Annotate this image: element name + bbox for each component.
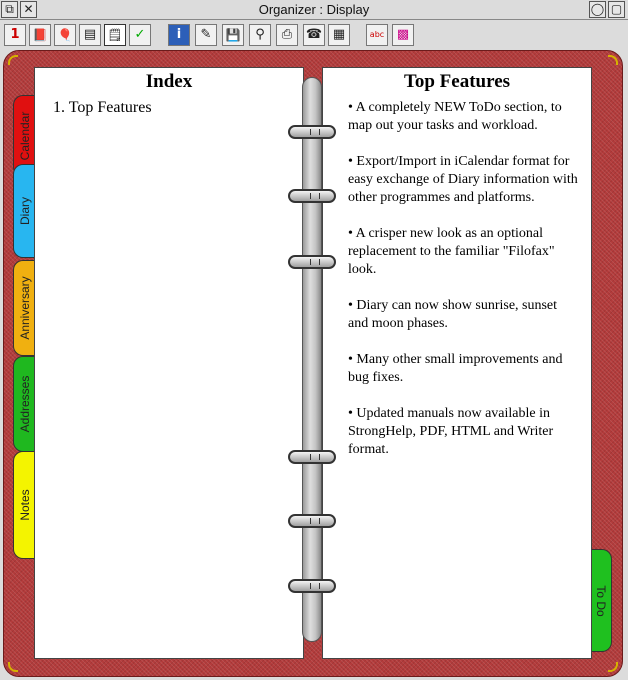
binder-ring: [288, 579, 336, 593]
notes-pad-icon[interactable]: 🗒: [104, 24, 126, 46]
tab-addresses[interactable]: [13, 356, 35, 452]
feature-item: • Diary can now show sunrise, sunset and moon phases.: [348, 298, 558, 331]
tools-icon[interactable]: ✎: [195, 24, 217, 46]
top-features-page: [322, 67, 592, 659]
tab-addresses-label: Addresses: [17, 375, 32, 433]
tab-anniversary[interactable]: [13, 260, 35, 356]
close-icon[interactable]: ✕: [20, 1, 37, 18]
toolbar: [0, 20, 628, 50]
colour-palette-icon[interactable]: ▩: [392, 24, 414, 46]
binder-corner: [608, 662, 618, 672]
binder-ring: [288, 450, 336, 464]
calendar-icon[interactable]: 1: [4, 24, 26, 46]
tab-todo[interactable]: [590, 549, 612, 652]
feature-item: • Many other small improvements and bug fixes.: [348, 352, 563, 385]
iconise-icon[interactable]: ◯: [590, 2, 605, 16]
tab-todo-label: To Do: [593, 584, 608, 617]
binder-ring: [288, 514, 336, 528]
tab-notes[interactable]: [13, 451, 35, 559]
tab-diary[interactable]: [13, 164, 35, 258]
index-list: [35, 99, 303, 117]
anniversary-balloon-icon[interactable]: 🎈: [54, 24, 76, 46]
spell-abc-icon[interactable]: abc: [366, 24, 388, 46]
binder-corner: [8, 55, 18, 65]
tab-notes-label: Notes: [17, 489, 32, 521]
tab-calendar-label: Calendar: [17, 111, 32, 161]
alarm-icon[interactable]: ☎: [303, 24, 325, 46]
feature-item: • A crisper new look as an optional replacement to the familiar "Filofax" look.: [348, 226, 555, 277]
binder-ring: [288, 189, 336, 203]
toggle-size-icon[interactable]: ▢: [608, 1, 625, 18]
back-icon[interactable]: ⧉: [1, 1, 18, 18]
print-icon[interactable]: ⎙: [276, 24, 298, 46]
binder-spine: [302, 77, 322, 642]
grid-view-icon[interactable]: ▦: [328, 24, 350, 46]
info-icon[interactable]: i: [168, 24, 190, 46]
features-list: [323, 93, 591, 459]
binder-ring: [288, 125, 336, 139]
binder-corner: [608, 55, 618, 65]
top-features-title: Top Features: [403, 71, 511, 92]
todo-tick-icon[interactable]: ✓: [129, 24, 151, 46]
window-title-bar[interactable]: [0, 0, 628, 20]
index-item-top-features[interactable]: 1. Top Features: [53, 99, 152, 116]
address-card-icon[interactable]: ▤: [79, 24, 101, 46]
organizer-binder: [3, 50, 623, 677]
binder-corner: [8, 662, 18, 672]
feature-item: • A completely NEW ToDo section, to map out your tasks and workload.: [348, 100, 562, 133]
feature-item: • Export/Import in iCalendar format for easy exchange of Diary information with other programmes and platforms.: [348, 154, 578, 205]
save-disk-icon[interactable]: 💾: [222, 24, 244, 46]
diary-book-icon[interactable]: 📕: [29, 24, 51, 46]
feature-item: • Updated manuals now available in StrongHelp, PDF, HTML and Writer format.: [348, 406, 554, 457]
tab-anniversary-label: Anniversary: [17, 276, 32, 340]
binder-ring: [288, 255, 336, 269]
find-binoculars-icon[interactable]: ⚲: [249, 24, 271, 46]
window-title: Organizer : Display: [258, 2, 370, 17]
index-page: [34, 67, 304, 659]
index-title: Index: [145, 71, 193, 92]
tab-diary-label: Diary: [17, 196, 32, 226]
